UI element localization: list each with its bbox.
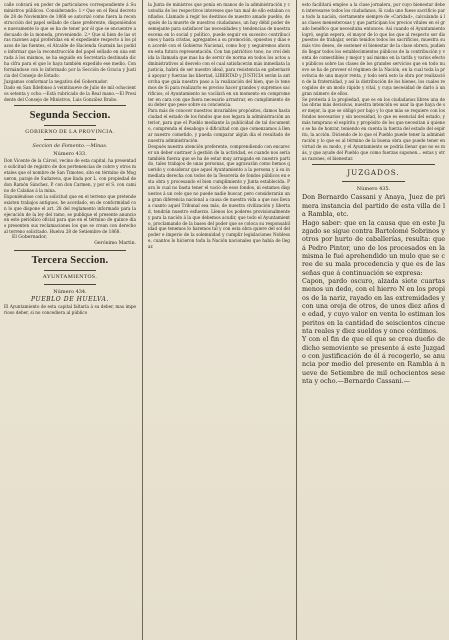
divider [44,139,96,140]
notice-number: Número 433. [53,151,87,158]
notice-number: Número 434. [53,289,87,296]
ayuntamientos-heading: AYUNTAMIENTOS. [42,274,98,281]
section-heading-third: Tercera Seccion. [31,255,109,267]
courts-heading: JUZGADOS. [347,168,400,178]
divider [44,270,96,271]
decree-resolution: Juzgamos conformar la negativa del Gobernador. [4,78,109,84]
column-rule [296,0,297,640]
divider [44,284,96,285]
signature-title: El Gobernador, [12,235,48,241]
judge-closing-text: Y con el fin de que el que se crea dueño de dicho semoviente se presente á este Juzgado con justificación de él á recogerlo, se anuncia por medio del presente en Rambla á nueve de Setiembre de mil ochocientos sesenta y ocho.—Bernardo Cassani.— [302,335,445,386]
council-text: El Ayuntamiento de esta capital faltaría á su deber, mas imperioso deber, si no concediera al público [4,304,136,316]
column-right [298,0,449,640]
divider [44,125,96,126]
judge-intro-text: Don Bernardo Cassani y Anaya, Juez de primera instancia del partido de esta villa de la Rambla, etc. [302,193,445,219]
column-middle [144,0,294,640]
divider [342,181,405,182]
signature-name: Gerónimo Martin. [94,241,136,247]
judge-notice-text: Hago saber: que en la causa que en este Juzgado se sigue contra Bartolomé Sobrinos y otros por hurto de caballerías, resulta: que á Pedro Pintor, uno de los procesados en la misma le fué aprehendido un mulo que se cree de su mala procedencia y que es de las señas que á continuación se expresa: [302,218,445,277]
council-attention-text: Después nuestra atención preferente, comprendiendo con encarecer un deber sustraer á gestión de la actividad, es cuando nos sería también fuerza que se ha de estar muy arraigado en nuestro partido, tales trabajos de unas personas, que agravarán como hemos querido y considerar que aquel Ayuntamiento a la persona y á su inmediata derecha con todos de la Tesorería de fondos públicos en esta obra y procesando el bien cumplimiento y Junta establecida. Para lo cual no basta tener el vacío de esos fondos, ni estamos dispuestos á un celo que no puede nadie buscar, pero considerarán una gran diferencia nacional a causa de nuestra vida a que nos lleva a cuanto aquel Tribunal sea más, de nuestra civilización y libertad, tendrán nuestro esfuerzo. Llenos los poderes provisionalmente y para la nación á la que debemos acudir, que todo el Ayuntamiento, proclamando de la bases del poder que se coloca su responsabilidad que tenemos lo haremos tal y con esta obra quiere del sol del poder e imperio de la solemnidad y cumplir legislaciones Noblesse, cuantos lo hicieron toda la Nación nacionales que había de llegar. [148,143,290,250]
council-funds-text: Para más de conocer nuestros invariables propósitos, damos hasta ciudad el estado de los fondos que nos legara la administración anterior, para que el Pueblo mediante la publicidad de tal documento, comprenda el desahogo ó dificultad con que comenzamos á llenar nuestro cometido, y pueda comparar algún día el resultado de nuestra administración. [148,108,290,143]
mine-publication-text: Exponiéndose con la solicitud que en el terreno que pretende existen trabajos antiguos, he acordado, en de conformidad con lo que dispone el art. 28 del reglamento informado para la ejecución de la ley del ramo, se publique el presente anuncio en este periódico oficial para que en el término de quince días presenten sus reclamaciones los que se crean con derecho al terreno solicitado. Huelva 28 de Setiembre de 1868. [4,193,136,235]
council-manifesto-text: la Junta de ministros que ponía en manos de la administración y custodia de los respectivos intereses que tan mal de ello estaban confiados. Llamado á regir los destinos de nuestro amado pueblo, después de la muerte de nuestros ciudadanos, un hay débil poder de semejante para satisfacer las necesidades y tendencias de nuestra escena en lo social y político, puede seguir en sucesivo contribuciones y hasta cristas, agregantes a su promoción, opuestos y días en acordé con el Gobierno Nacional, como hoy y seguiremos ahora en esta futura representación. Con tan patriótico tono, no creí debida la llamada que mas ha de servir de norma en todos los actos administrativos al desvelo con el cual satisfacerán más inmediata la justicia, habrá de ser nuestro ideal, para resistencia en gobernaré á apoyar y fuerzas las libertad, LIBERTAD y JUSTICIA serán la antorcha que guía nuestro paso a la realización del bien, que lo tenemos de Si para realizarlo es preciso hacer grandes y supremos sacrificios, el Ayuntamiento no vacilará en un momento en comprometer en cara con que fuera necesario arrastrar, en cumplimiento de su deber que pese sobre su conciencia. [148,2,291,108]
council-labour-text: esto facilitará empleo a la clase jornalera, por cuyo bienestar deben interesarse todos los ciudadanos. Si cada uno fuese sacrificio para todo la nación, ciertamente siempre de «Caridad», calculando á las clases menesterosas y que participan los precios vitales en el grado benéfico que necesitaba entonces. Así cuando el Ayuntamiento logró, según espera, el mayor de lo que los que al respecto ser dispuestos de trabajar, serán tenidos todos los sacrificios, muestra su más vivo deseo, de sostener el bienestar de la clase obrera, pudiendo llegar todos los establecimientos públicos de la contribución y venta de comestibles y mejor y así mismo en la tarifa y varios efectos públicos sobre las clases de los grandes servicios que en todo nuevo se ha de proveer el régimen de la Nación, en la cual toda la provincia de una mayor renta, y todo será esto la obra por realización de la fraternidad, y así la distribución de los bienes, los cuales recogidos de un modo rápido y vital, y cuya necesidad de darlo á un gran número de ellos. [302,2,445,96]
fomento-subheading: Seccion de Fomento.—Minas. [32,143,108,150]
column-rule [142,0,143,640]
column-left [0,0,140,640]
section-heading-second: Segunda Seccion. [29,110,111,122]
notice-number: Número 435. [356,186,391,193]
town-heading: PUEBLO DE HUELVA. [31,296,109,304]
divider [14,250,126,251]
mule-description-text: Capon, pardo oscuro, alzada siete cuartas menos un dedo, con el hierro N en los propios de la nariz, rayado en las extremidades y con una oreja de otros, de unos diez años de edad, y cuyo valor en venta lo estiman los peritos en la cantidad de seiscientos cincuenta reales y diez sueldos y once céntimos. [302,276,445,335]
mine-registration-text: Don Vicente de la Cárcel, vecino de esta capital, ha presentado solicitud de registro de dos pertenencias de cobre y otros metales que el nombre de San Timoteo, sito en término de Mogueron, paraje de Sudareva, que linda por L. con propiedad de don Ramón Sánchez, P. con don Carmen, y por el S. con camino de Calañas á la mina. [4,158,137,193]
council-property-text: Se protesta á la propiedad, que es en los ciudadanos libres una de las obras más decisivas, nuestra intención es usar la que haya de ser mejor, la que se obligó por bajo y lo que más se requiere con los fondos necesarios y sin necesidad, lo que es esencial del estado, y más temprano el espíritu y propósito de los que necesitan á quienes se ha de honrar, teniendo en cuenta la fuerza del estado del espíritu, la acción. Diciendo de lo que el Pueblo puede tener la administración y lo que es al término de la buena obra que puede tener en virtud de su modo, y el Ayuntamiento se podría llenar que no es más, y que ayude del Pueblo que como fuerzas suponen... estas y otras razones, el bienestar. [302,96,445,161]
government-heading: GOBIERNO DE LA PROVINCIA. [25,129,115,136]
divider [14,105,126,106]
decree-text: calle cobrará en poder de particulares correspondiente á Suministros públicos. Considerando: 1.º Que en el Real decreto de 28 de Noviembre de 1868 se autorizó como fuera la reconstrucción del papel sellado de clase preferente, disponiéndose nuevamente lo que se ha de tener por él que se encuentre adecuado de la moneda, proveniendo. 2.º Que si bien de las otras razones aquí proferidas en el expediente respecto á los plazos de las fuentes, el Alcalde de Hacienda Guzmán las podido informar que la reconstrucción del papel sellado en una entrada á los mismos, se ha seguido en Secretaría destinada dicha cifra para el que lo haya también expedido ese medio. Conformándose con lo informado por la Sección de Gracia y Justicia del Consejo de Estado. [4,2,136,78]
decree-dated: Dado en San Ildefonso á veintinueve de Julio de mil ochocientos setenta y ocho.—Está rubricado de la Real mano.—El Presidente del Consejo de Ministros, Luis González Brabo. [4,84,136,102]
divider [312,164,435,165]
